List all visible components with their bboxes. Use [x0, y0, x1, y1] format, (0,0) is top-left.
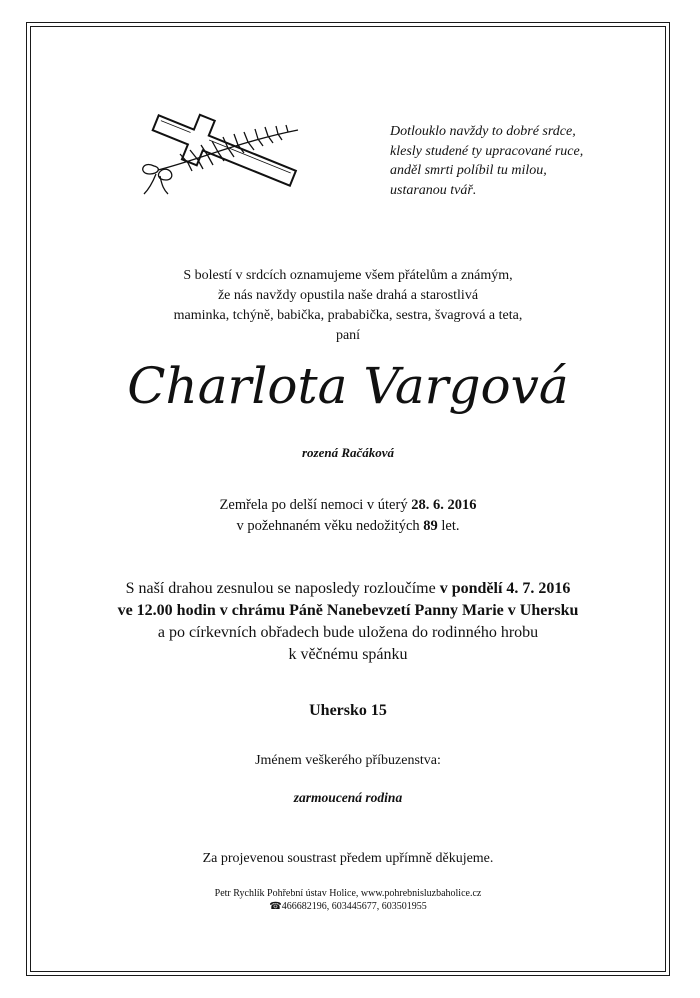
age-suffix: let. [437, 518, 460, 534]
maiden-name: rozená Račáková [301, 445, 395, 460]
age-value: 89 [423, 518, 438, 534]
memorial-poem [390, 122, 650, 200]
poem-line: anděl smrti políbil tu milou, [390, 163, 547, 178]
footer-phones: ☎466682196, 603445677, 603501955 [269, 901, 427, 912]
poem-line: ustaranou tvář. [390, 182, 477, 198]
funeral-text: S naší drahou zesnulou se naposledy rozloučíme [125, 580, 440, 597]
footer-line: Petr Rychlík Pohřební ústav Holice, www.pohrebnisluzbaholice.cz [214, 888, 482, 899]
death-date-line [30, 495, 666, 516]
funeral-info [30, 578, 666, 666]
thanks-text: Za projevenou soustrast předem upřímně děkujeme. [202, 851, 494, 866]
funeral-date: v pondělí 4. 7. 2016 [439, 580, 571, 597]
on-behalf-text: Jménem veškerého příbuzenstva: [255, 753, 441, 768]
intro-line: že nás navždy opustila naše drahá a starostlivá [217, 288, 479, 303]
age-text: v požehnaném věku nedožitých [236, 518, 424, 534]
funeral-home-footer [30, 887, 666, 913]
address: Uhersko 15 [309, 702, 387, 719]
intro-line: paní [335, 328, 361, 343]
funeral-line: k věčnému spánku [288, 646, 408, 663]
funeral-time-place: ve 12.00 hodin v chrámu Páně Nanebevzetí Panny Marie v Uhersku [117, 602, 579, 619]
intro-line: maminka, tchýně, babička, prababička, sestra, švagrová a teta, [173, 308, 523, 323]
poem-line: klesly studené ty upracované ruce, [390, 143, 584, 159]
deceased-name: Charlota Vargová [127, 357, 569, 415]
cross-with-palm-icon [128, 108, 328, 196]
death-date: 28. 6. 2016 [411, 497, 477, 513]
death-text: Zemřela po delší nemoci v úterý [219, 497, 412, 513]
announcement-intro [30, 266, 666, 346]
age-line [30, 516, 666, 537]
poem-line: Dotlouklo navždy to dobré srdce, [390, 124, 576, 139]
death-info [30, 495, 666, 537]
intro-line: S bolestí v srdcích oznamujeme všem přátelům a známým, [183, 268, 513, 283]
funeral-line [30, 578, 666, 600]
funeral-line: a po církevních obřadech bude uložena do rodinného hrobu [157, 624, 539, 641]
mourners: zarmoucená rodina [293, 790, 403, 805]
